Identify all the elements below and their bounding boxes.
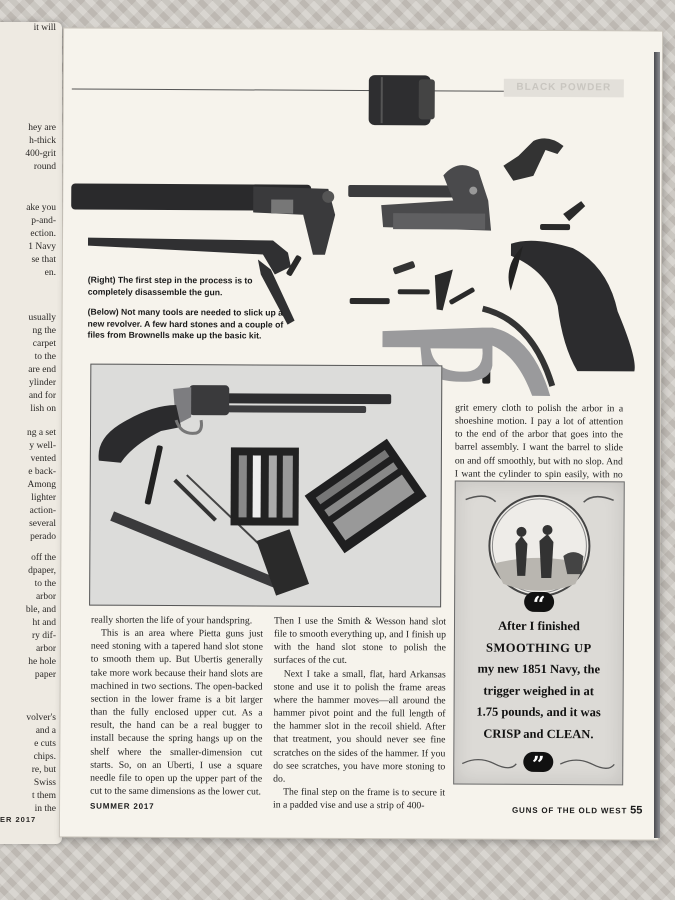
pull-quote-line: 1.75 pounds, and it was [476, 704, 601, 720]
left-page-text-fragment: action- [29, 506, 56, 516]
footer-magazine-title: GUNS OF THE OLD WEST [512, 805, 628, 816]
left-page-text-fragment: and a [35, 726, 56, 736]
left-page-text-fragment: ry dif- [31, 631, 56, 641]
left-page-footer: ER 2017 [0, 815, 37, 824]
left-page-text-fragment: arbor [35, 592, 56, 602]
left-page-text-fragment: dpaper, [28, 566, 56, 576]
pull-quote-line: After I finished [498, 618, 580, 634]
left-page-text-fragment: in the [34, 804, 56, 814]
left-page-text-fragment: and for [28, 391, 56, 401]
left-page-text-fragment: y well- [29, 441, 56, 451]
magazine-page [60, 28, 662, 839]
left-page-text-fragment: Among [27, 480, 56, 490]
close-quote-icon: ” [523, 752, 553, 772]
pull-quote-box [453, 480, 625, 785]
left-page-text-fragment: to the [34, 352, 56, 362]
left-page-text-fragment: 400-grit [25, 149, 56, 159]
left-page-text-fragment: p-and- [31, 216, 56, 226]
left-page-text-fragment: paper [34, 670, 56, 680]
left-page-text-fragment: usually [28, 313, 56, 323]
footer-issue: SUMMER 2017 [90, 801, 155, 811]
left-page-text-fragment: ake you [26, 203, 56, 213]
left-page-text-fragment: to the [34, 579, 56, 589]
left-page-text-fragment: vented [30, 454, 56, 464]
text-column-1 [90, 614, 263, 799]
page-stack-edge [654, 52, 660, 838]
cylinder-part [369, 75, 435, 125]
paragraph: Next I take a small, flat, hard Arkansas stone and use it to polish the frame areas where the hammer moves—all around the hammer pivot point and the full length of the hammer slot in the recoil shield. After that treatment, you should never see fine scratches on the sides of the hammer. If you do see scratches, you have more stoning to do. [273, 668, 446, 785]
text-column-2 [273, 615, 446, 813]
left-page-text-fragment: ht and [32, 618, 56, 628]
open-quote-icon: “ [524, 592, 554, 612]
left-page-text-fragment: off the [31, 553, 56, 563]
hammer-part [503, 138, 563, 181]
left-page-text-fragment: volver's [26, 713, 56, 723]
paragraph: grit emery cloth to polish the arbor in a shoeshine motion. I pay a lot of attention to the end of the arbor that goes into the barrel assembly. I want the barrel to slide on and off smoothly, but with no slop. And I want the cylinder to spin easily, with no [454, 402, 624, 481]
left-page-text-fragment: ection. [30, 229, 56, 239]
left-page-text-fragment: e cuts [34, 739, 56, 749]
caption-right: (Right) The first step in the process is to completely disassemble the gun. [87, 274, 253, 297]
pull-quote-line: my new 1851 Navy, the [477, 661, 601, 677]
left-page-text-fragment: arbor [35, 644, 56, 654]
section-header: BLACK POWDER [504, 79, 624, 98]
pull-quote-line: trigger weighed in at [483, 683, 594, 698]
paragraph: really shorten the life of your handspring. [90, 614, 253, 627]
cowboy-illustration [455, 485, 624, 606]
left-page-text-fragment: several [29, 519, 56, 529]
left-page-text-fragment: se that [31, 255, 56, 265]
left-page-text-fragment: are end [28, 365, 56, 375]
left-page-text-fragment: h-thick [29, 136, 56, 146]
left-page-text-fragment: ble, and [25, 605, 56, 615]
left-page-text-fragment: 1 Navy [28, 242, 56, 252]
left-page-text-fragment: Swiss [33, 778, 56, 788]
pull-quote-line: CRISP and CLEAN. [483, 726, 594, 741]
caption-below: (Below) Not many tools are needed to slick up a new revolver. A few hard stones and a couple of files from Brownells make up the basic kit. [87, 306, 284, 341]
disassembled-parts-photo [62, 63, 662, 396]
left-page-text-fragment: perado [30, 532, 56, 542]
pull-quote-line: SMOOTHING UP [486, 640, 592, 655]
left-page-text-fragment: t them [31, 791, 56, 801]
paragraph: Then I use the Smith & Wesson hand slot file to smooth everything up, and I finish up with the hand slot stone to polish the surfaces of the cut. [273, 615, 447, 667]
left-page-text-fragment: lish on [30, 404, 56, 414]
footer-title [512, 804, 642, 817]
page-number: 55 [630, 804, 643, 817]
tools-photo [89, 364, 442, 608]
previous-page [0, 22, 62, 844]
left-page-text-fragment: it will [33, 23, 56, 33]
frame-part [348, 164, 491, 230]
ornament-icon [454, 753, 622, 774]
paragraph: The final step on the frame is to secure it in a padded vise and use a strip of 400- [273, 786, 446, 812]
left-page-text-fragment: he hole [28, 657, 56, 667]
left-page-text-fragment: ng the [32, 326, 56, 336]
left-page-text-fragment: lighter [31, 493, 56, 503]
left-page-text-fragment: round [33, 162, 56, 172]
left-page-text-fragment: e back- [28, 467, 56, 477]
left-page-text-fragment: ylinder [29, 378, 56, 388]
left-page-text-fragment: carpet [32, 339, 56, 349]
left-page-text-fragment: en. [44, 268, 56, 278]
left-page-text-fragment: hey are [28, 123, 56, 133]
paragraph: This is an area where Pietta guns just need stoning with a tapered hand slot stone to smooth them up. But Ubertis generally take more work because their hand slots are machined in two sections. The open-backed section in the lower frame is a bit larger than the fully enclosed upper cut. As a result, the hand can be a real bugger to install because the spring hangs up on the shelf where the smaller-dimension cut starts. So, on an Uberti, I use a square needle file to open up the upper part of the cut to the same dimensions as the lower cut. [90, 627, 263, 798]
left-page-text-fragment: ng a set [26, 428, 56, 438]
left-page-text-fragment: re, but [31, 765, 56, 775]
pull-quote-text [454, 615, 623, 745]
left-page-text-fragment: chips. [33, 752, 56, 762]
